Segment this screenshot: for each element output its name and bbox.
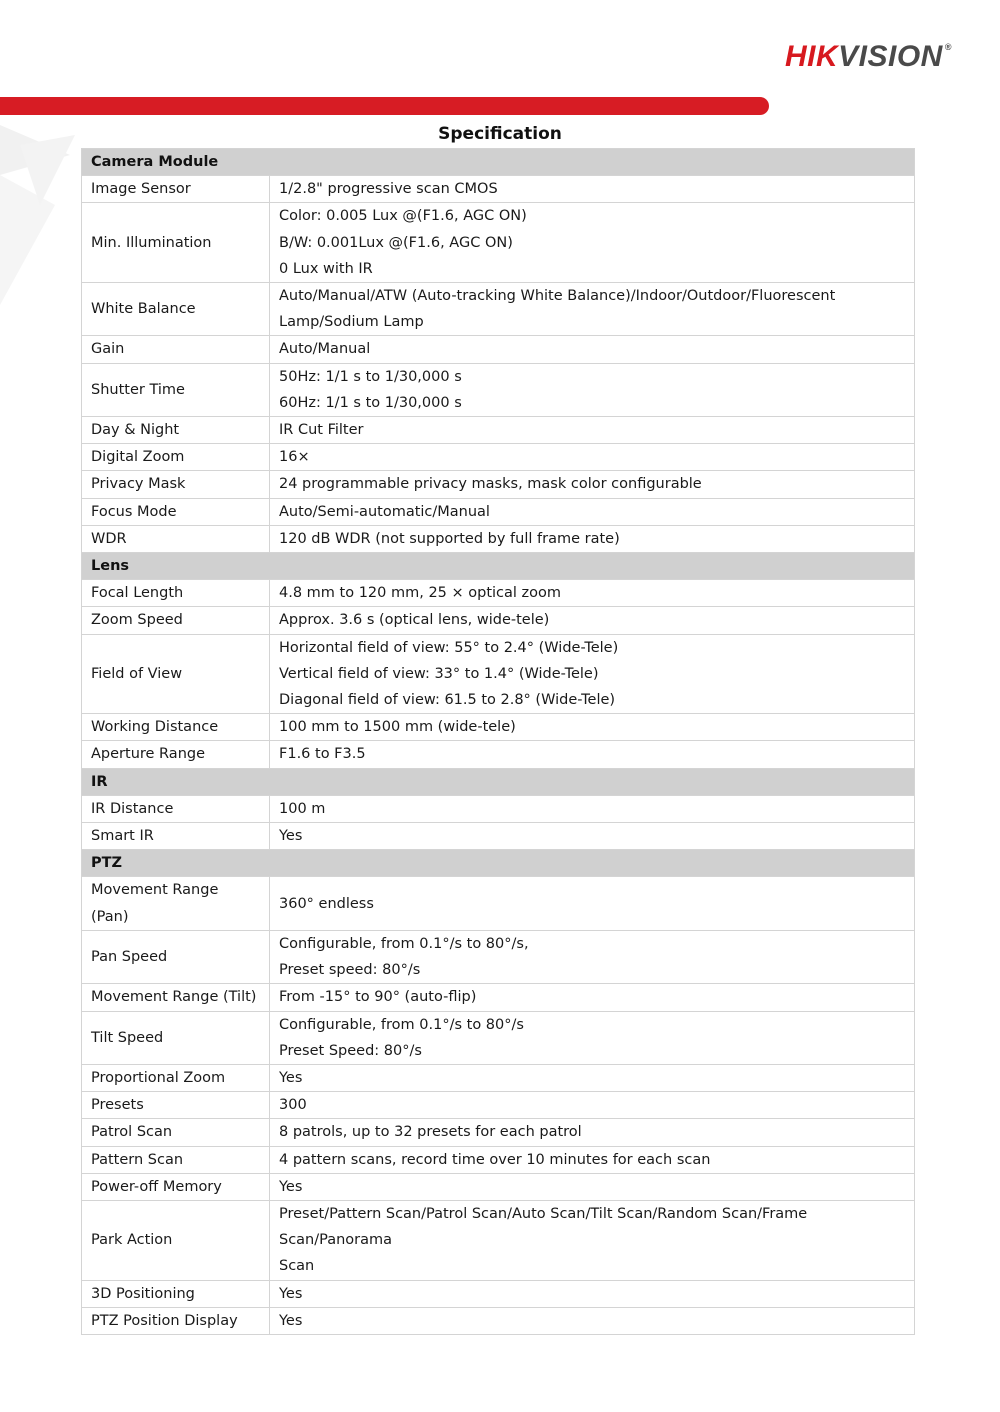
spec-row <box>82 1119 915 1146</box>
spec-value <box>270 580 915 607</box>
spec-value <box>270 1146 915 1173</box>
spec-row <box>82 634 915 714</box>
spec-value-line: Yes <box>279 828 303 845</box>
spec-row <box>82 795 915 822</box>
spec-value-line: 4 pattern scans, record time over 10 minutes for each scan <box>279 1151 711 1168</box>
spec-value-line: 16× <box>279 449 310 466</box>
spec-value <box>270 1307 915 1334</box>
section-header <box>82 768 915 795</box>
logo-registered-mark: ® <box>944 42 952 52</box>
spec-value-line: IR Cut Filter <box>279 422 364 439</box>
spec-row <box>82 363 915 416</box>
spec-value-line: Auto/Manual <box>279 341 371 358</box>
spec-row <box>82 984 915 1011</box>
decorative-shard-graphic <box>0 115 80 315</box>
hikvision-logo <box>785 40 952 74</box>
spec-label: PTZ Position Display <box>82 1307 270 1334</box>
spec-value-line: Vertical field of view: 33° to 1.4° (Wide-Tele) <box>279 665 599 682</box>
spec-label: Focus Mode <box>82 498 270 525</box>
spec-label: Zoom Speed <box>82 607 270 634</box>
spec-value-line: 360° endless <box>279 895 374 912</box>
spec-row <box>82 823 915 850</box>
spec-value-line: Approx. 3.6 s (optical lens, wide-tele) <box>279 612 550 629</box>
section-title: PTZ <box>82 850 915 877</box>
spec-value-line: 4.8 mm to 120 mm, 25 × optical zoom <box>279 585 562 602</box>
page-title: Specification <box>438 124 562 144</box>
spec-value-line: Lamp/Sodium Lamp <box>279 314 424 331</box>
spec-label: White Balance <box>82 283 270 336</box>
spec-label: Power-off Memory <box>82 1173 270 1200</box>
spec-value <box>270 741 915 768</box>
spec-row <box>82 203 915 283</box>
spec-value-line: 60Hz: 1/1 s to 1/30,000 s <box>279 394 462 411</box>
spec-row <box>82 1146 915 1173</box>
spec-row <box>82 1307 915 1334</box>
section-title: IR <box>82 768 915 795</box>
spec-label: Image Sensor <box>82 176 270 203</box>
spec-value-line: Horizontal field of view: 55° to 2.4° (Wide-Tele) <box>279 639 619 656</box>
spec-value <box>270 336 915 363</box>
spec-value-line: Preset Speed: 80°/s <box>279 1042 422 1059</box>
section-title: Camera Module <box>82 149 915 176</box>
spec-label: Smart IR <box>82 823 270 850</box>
spec-value-line: Configurable, from 0.1°/s to 80°/s, <box>279 935 529 952</box>
spec-value-line: Configurable, from 0.1°/s to 80°/s <box>279 1016 524 1033</box>
spec-value-line: 24 programmable privacy masks, mask color configurable <box>279 476 702 493</box>
spec-value-line: 100 mm to 1500 mm (wide-tele) <box>279 719 516 736</box>
spec-label: Shutter Time <box>82 363 270 416</box>
spec-value <box>270 363 915 416</box>
section-title: Lens <box>82 553 915 580</box>
spec-label: Digital Zoom <box>82 444 270 471</box>
spec-row <box>82 930 915 983</box>
spec-value-line: 50Hz: 1/1 s to 1/30,000 s <box>279 368 462 385</box>
spec-label: Tilt Speed <box>82 1011 270 1064</box>
spec-label: Min. Illumination <box>82 203 270 283</box>
spec-value-line: Yes <box>279 1285 303 1302</box>
spec-value <box>270 1011 915 1064</box>
spec-value-line: Yes <box>279 1069 303 1086</box>
spec-label: Movement Range (Pan) <box>82 877 270 930</box>
spec-row <box>82 714 915 741</box>
spec-row <box>82 444 915 471</box>
spec-row <box>82 741 915 768</box>
spec-value-line: Yes <box>279 1178 303 1195</box>
spec-row <box>82 1064 915 1091</box>
spec-value-line: 100 m <box>279 800 326 817</box>
spec-label: Day & Night <box>82 417 270 444</box>
spec-value <box>270 1119 915 1146</box>
logo-text-vision: VISION <box>838 40 943 73</box>
spec-value <box>270 176 915 203</box>
spec-value-line: Preset speed: 80°/s <box>279 962 421 979</box>
spec-label: Presets <box>82 1092 270 1119</box>
spec-label: WDR <box>82 525 270 552</box>
spec-row <box>82 1200 915 1280</box>
spec-value <box>270 714 915 741</box>
spec-value <box>270 607 915 634</box>
spec-label: Movement Range (Tilt) <box>82 984 270 1011</box>
spec-value-line: 120 dB WDR (not supported by full frame rate) <box>279 530 620 547</box>
spec-value-line: Auto/Manual/ATW (Auto-tracking White Balance)/Indoor/Outdoor/Fluorescent <box>279 288 836 305</box>
spec-value <box>270 1092 915 1119</box>
spec-label: 3D Positioning <box>82 1280 270 1307</box>
spec-row <box>82 417 915 444</box>
specification-table <box>81 148 915 1335</box>
spec-value <box>270 444 915 471</box>
spec-value-line: 8 patrols, up to 32 presets for each patrol <box>279 1124 582 1141</box>
spec-value <box>270 930 915 983</box>
section-header <box>82 553 915 580</box>
spec-label: Aperture Range <box>82 741 270 768</box>
spec-row <box>82 176 915 203</box>
spec-value <box>270 417 915 444</box>
section-header <box>82 850 915 877</box>
spec-label: IR Distance <box>82 795 270 822</box>
spec-value <box>270 823 915 850</box>
spec-row <box>82 498 915 525</box>
spec-row <box>82 1011 915 1064</box>
spec-value <box>270 471 915 498</box>
spec-row <box>82 283 915 336</box>
spec-row <box>82 336 915 363</box>
spec-value-line: 1/2.8" progressive scan CMOS <box>279 181 498 198</box>
spec-value-line: 0 Lux with IR <box>279 260 373 277</box>
spec-value <box>270 877 915 930</box>
spec-label: Gain <box>82 336 270 363</box>
spec-value-line: 300 <box>279 1097 307 1114</box>
spec-row <box>82 607 915 634</box>
spec-value <box>270 1173 915 1200</box>
spec-value <box>270 498 915 525</box>
spec-label: Pan Speed <box>82 930 270 983</box>
spec-value-line: F1.6 to F3.5 <box>279 746 366 763</box>
spec-value-line: Color: 0.005 Lux @(F1.6, AGC ON) <box>279 208 527 225</box>
spec-label: Pattern Scan <box>82 1146 270 1173</box>
spec-value-line: B/W: 0.001Lux @(F1.6, AGC ON) <box>279 234 513 251</box>
spec-value <box>270 203 915 283</box>
spec-label: Park Action <box>82 1200 270 1280</box>
spec-label: Working Distance <box>82 714 270 741</box>
spec-value-line: Yes <box>279 1312 303 1329</box>
spec-value <box>270 984 915 1011</box>
header-red-bar <box>0 97 769 115</box>
spec-value-line: Preset/Pattern Scan/Patrol Scan/Auto Scan/Tilt Scan/Random Scan/Frame Scan/Panorama <box>279 1205 808 1249</box>
spec-value <box>270 1200 915 1280</box>
logo-text-hik: HIK <box>784 40 839 73</box>
spec-label: Field of View <box>82 634 270 714</box>
spec-row <box>82 877 915 930</box>
spec-value <box>270 795 915 822</box>
spec-label: Proportional Zoom <box>82 1064 270 1091</box>
spec-row <box>82 1280 915 1307</box>
spec-value-line: Diagonal field of view: 61.5 to 2.8° (Wide-Tele) <box>279 692 616 709</box>
spec-row <box>82 1173 915 1200</box>
spec-value-line: Auto/Semi-automatic/Manual <box>279 503 490 520</box>
spec-value-line: Scan <box>279 1258 315 1275</box>
spec-row <box>82 471 915 498</box>
spec-row <box>82 1092 915 1119</box>
spec-value <box>270 1280 915 1307</box>
section-header <box>82 149 915 176</box>
spec-label: Privacy Mask <box>82 471 270 498</box>
spec-row <box>82 580 915 607</box>
spec-value <box>270 283 915 336</box>
spec-value <box>270 634 915 714</box>
spec-label: Patrol Scan <box>82 1119 270 1146</box>
spec-value <box>270 525 915 552</box>
spec-label: Focal Length <box>82 580 270 607</box>
spec-value-line: From -15° to 90° (auto-flip) <box>279 989 477 1006</box>
spec-value <box>270 1064 915 1091</box>
spec-row <box>82 525 915 552</box>
